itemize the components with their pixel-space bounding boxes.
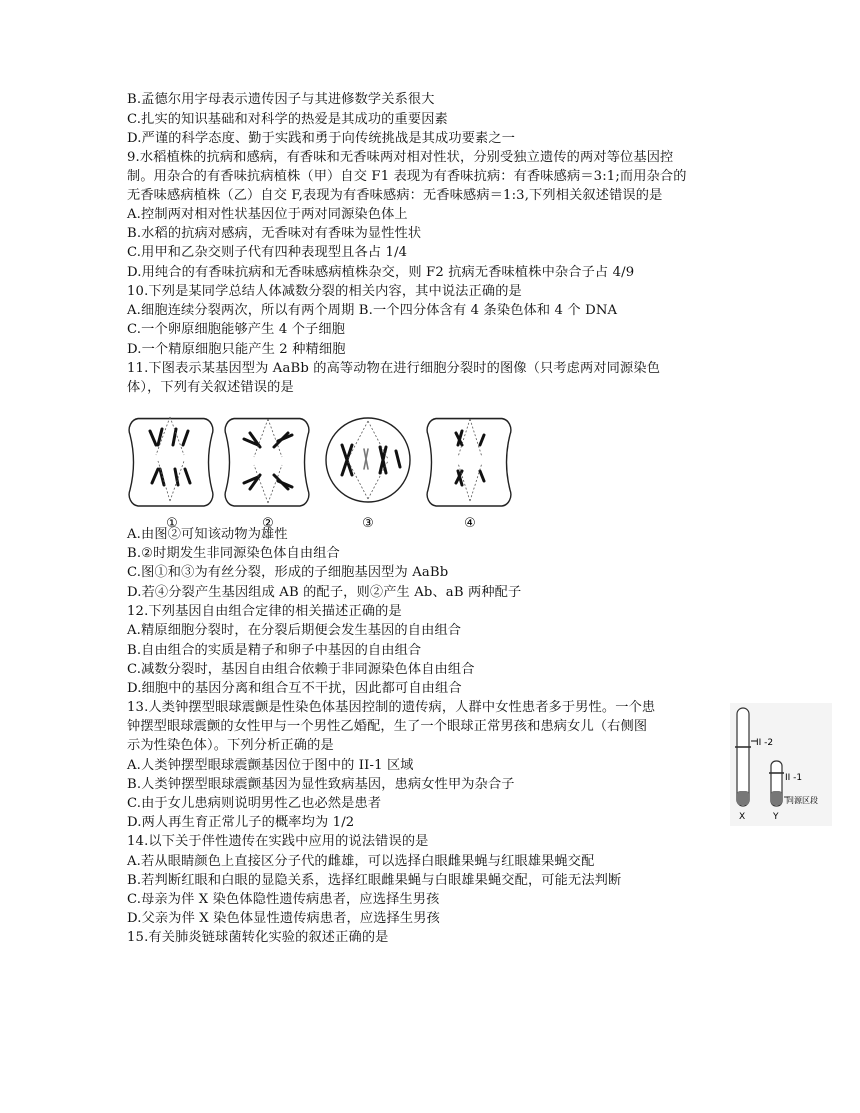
text-line: C.图①和③为有丝分裂，形成的子细胞基因型为 AaBb: [127, 565, 449, 580]
text-line: C.扎实的知识基础和对科学的热爱是其成功的重要因素: [127, 112, 448, 127]
cell-4: [427, 419, 511, 506]
text-line: A.由图②可知该动物为雄性: [127, 527, 288, 542]
text-line: 10.下列是某同学总结人体减数分裂的相关内容，其中说法正确的是: [127, 284, 522, 299]
cell-label-4: ④: [464, 516, 476, 531]
text-line: A.若从眼睛颜色上直接区分子代的雌雄，可以选择白眼雌果蝇与红眼雄果蝇交配: [127, 854, 595, 869]
label-homologous: 同源区段: [786, 796, 818, 805]
cell-1: [129, 417, 213, 506]
text-line: 示为性染色体）。下列分析正确的是: [127, 738, 334, 753]
text-line: B.自由组合的实质是精子和卵子中基因的自由组合: [127, 643, 422, 658]
text-line: A.人类钟摆型眼球震颤基因位于图中的 II-1 区域: [127, 758, 414, 773]
text-line: B.②时期发生非同源染色体自由组合: [127, 546, 340, 561]
cell-label-1: ①: [166, 516, 178, 531]
cell-label-2: ②: [262, 516, 274, 531]
text-line: A.精原细胞分裂时，在分裂后期便会发生基因的自由组合: [127, 623, 462, 638]
cell-division-figure: [128, 411, 513, 534]
text-line: 15.有关肺炎链球菌转化实验的叙述正确的是: [127, 930, 389, 945]
text-line: 14.以下关于伴性遗传在实践中应用的说法错误的是: [127, 834, 429, 849]
text-line: D.两人再生育正常儿子的概率均为 1/2: [127, 815, 355, 830]
text-line: A.控制两对相对性状基因位于两对同源染色体上: [127, 207, 408, 222]
text-line: C.用甲和乙杂交则子代有四种表现型且各占 1/4: [127, 245, 408, 260]
text-line: D.父亲为伴 X 染色体显性遗传病患者，应选择生男孩: [127, 911, 440, 926]
label-x: X: [739, 812, 746, 822]
text-line: C.由于女儿患病则说明男性乙也必然是患者: [127, 796, 382, 811]
text-line: D.若④分裂产生基因组成 AB 的配子，则②产生 Ab、aB 两种配子: [127, 585, 522, 600]
text-line: 制。用杂合的有香味抗病植株（甲）自交 F1 表现为有香味抗病：有香味感病＝3:1;而用杂合的: [127, 169, 687, 184]
text-line: A.细胞连续分裂两次，所以有两个周期 B.一个四分体含有 4 条染色体和 4 个 DNA: [127, 303, 618, 318]
text-line: 12.下列基因自由组合定律的相关描述正确的是: [127, 604, 402, 619]
text-line: B.水稻的抗病对感病，无香味对有香味为显性性状: [127, 226, 422, 241]
text-line: B.若判断红眼和白眼的显隐关系，选择红眼雌果蝇与白眼雄果蝇交配，可能无法判断: [127, 873, 622, 888]
cell-2: [225, 419, 309, 506]
text-line: C.母亲为伴 X 染色体隐性遗传病患者，应选择生男孩: [127, 892, 440, 907]
cell-3: [326, 418, 410, 502]
label-ii1: II -1: [785, 773, 803, 783]
text-line: 体），下列有关叙述错误的是: [127, 380, 294, 395]
text-line: C.减数分裂时，基因自由组合依赖于非同源染色体自由组合: [127, 662, 475, 677]
text-line: B.人类钟摆型眼球震颤基因为显性致病基因，患病女性甲为杂合子: [127, 777, 515, 792]
text-line: 13.人类钟摆型眼球震颤是性染色体基因控制的遗传病，人群中女性患者多于男性。一个患: [127, 700, 656, 715]
text-line: D.细胞中的基因分离和组合互不干扰，因此都可自由组合: [127, 681, 462, 696]
text-line: D.用纯合的有香味抗病和无香味感病植株杂交，则 F2 抗病无香味植株中杂合子占 4/9: [127, 265, 635, 280]
sex-chromosome-figure: [730, 703, 832, 826]
text-line: D.严谨的科学态度、勤于实践和勇于向传统挑战是其成功要素之一: [127, 131, 516, 146]
text-line: 11.下图表示某基因型为 AaBb 的高等动物在进行细胞分裂时的图像（只考虑两对同源染色: [127, 361, 661, 376]
text-line: B.孟德尔用字母表示遗传因子与其进修数学关系很大: [127, 92, 435, 107]
text-line: 无香味感病植株（乙）自交 F,表现为有香味感病：无香味感病＝1:3,下列相关叙述错误的是: [127, 188, 663, 203]
text-line: C.一个卵原细胞能够产生 4 个子细胞: [127, 322, 346, 337]
text-line: 钟摆型眼球震颤的女性甲与一个男性乙婚配，生了一个眼球正常男孩和患病女儿（右侧图: [127, 719, 648, 734]
label-y: Y: [773, 812, 779, 822]
text-line: D.一个精原细胞只能产生 2 种精细胞: [127, 342, 346, 357]
label-ii2: II -2: [756, 738, 774, 748]
text-line: 9.水稻植株的抗病和感病，有香味和无香味两对相对性状，分别受独立遗传的两对等位基因控: [127, 150, 674, 165]
cell-label-3: ③: [362, 516, 374, 531]
